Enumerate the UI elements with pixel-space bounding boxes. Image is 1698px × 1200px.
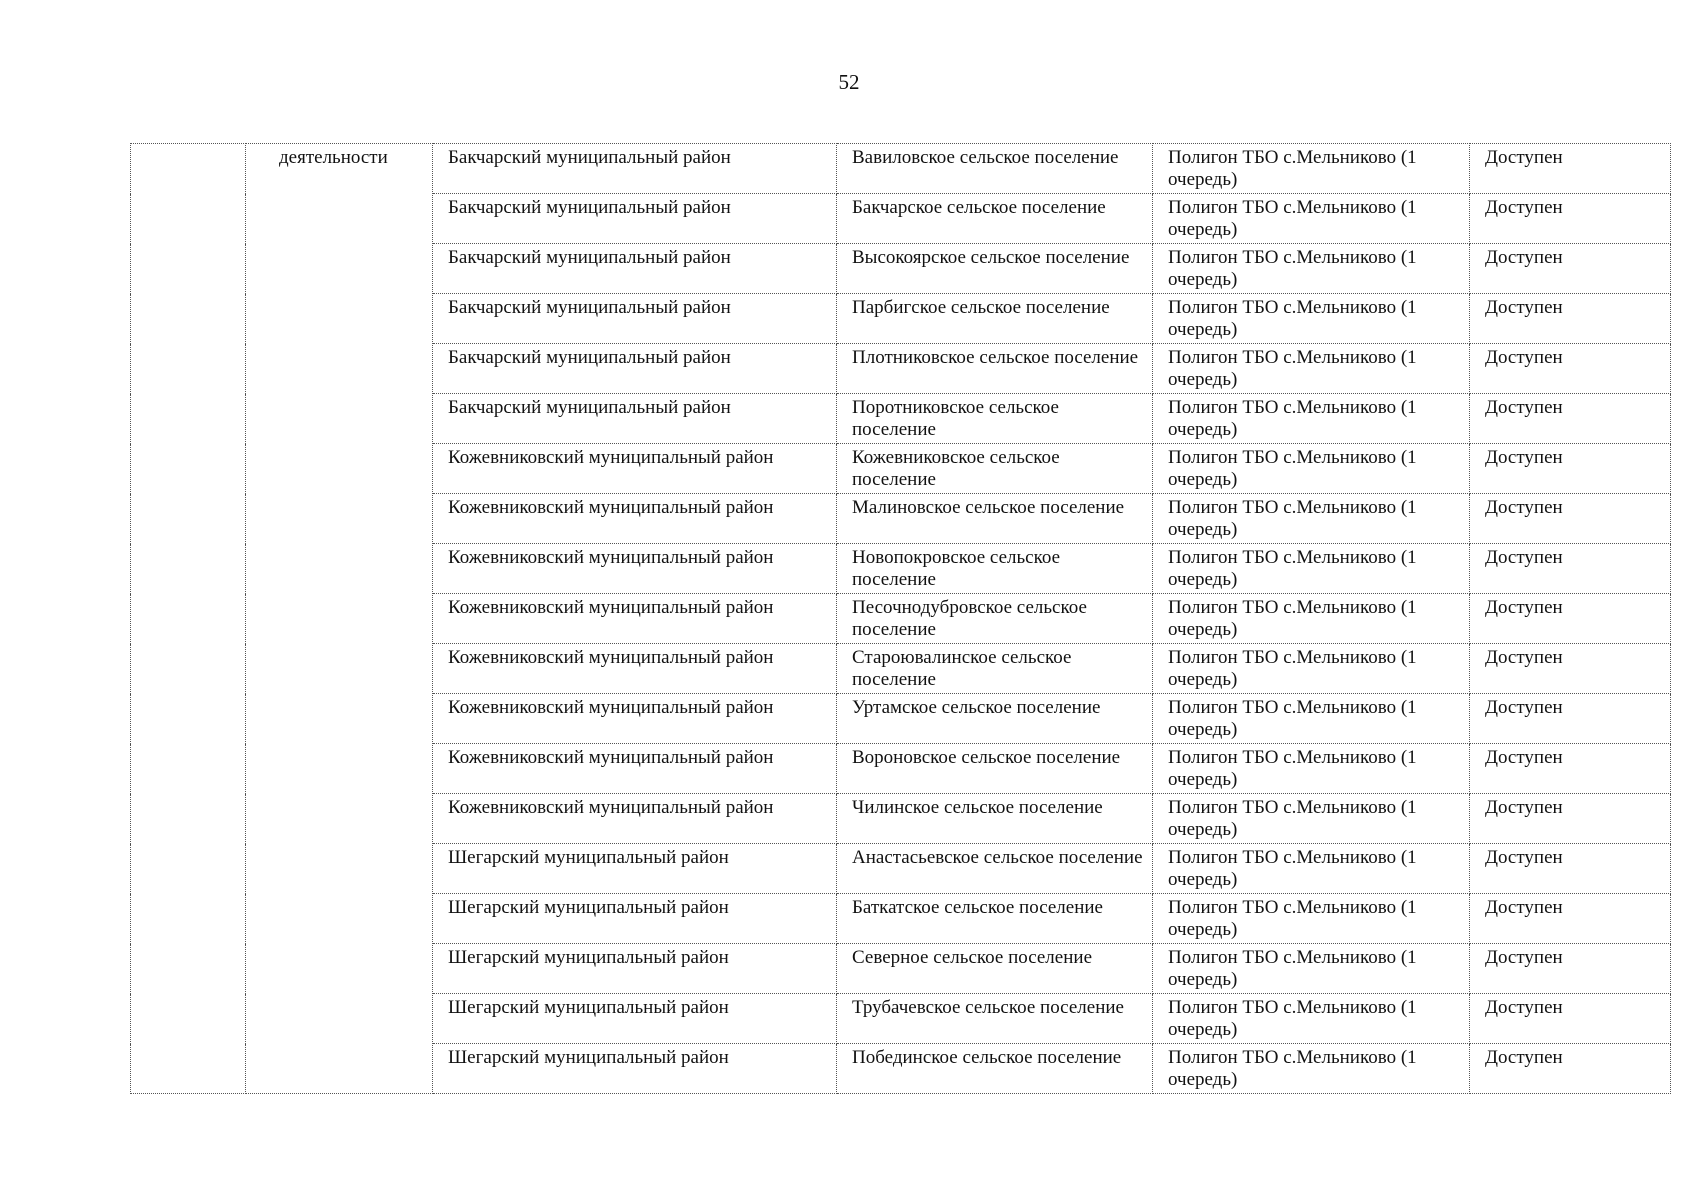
page-number: 52: [838, 70, 860, 94]
status-cell: Доступен: [1470, 994, 1671, 1044]
settlement-cell: Вороновское сельское поселение: [837, 744, 1153, 794]
district-cell: Кожевниковский муниципальный район: [433, 794, 837, 844]
district-cell: Шегарский муниципальный район: [433, 1044, 837, 1094]
table-body: [131, 144, 1671, 1094]
table-row: [131, 144, 1671, 194]
settlement-cell: Плотниковское сельское поселение: [837, 344, 1153, 394]
facility-cell: Полигон ТБО с.Мельниково (1 очередь): [1153, 544, 1470, 594]
settlement-cell: Поротниковское сельское поселение: [837, 394, 1153, 444]
settlement-cell: Северное сельское поселение: [837, 944, 1153, 994]
facility-cell: Полигон ТБО с.Мельниково (1 очередь): [1153, 644, 1470, 694]
settlement-cell: Бакчарское сельское поселение: [837, 194, 1153, 244]
district-cell: Бакчарский муниципальный район: [433, 394, 837, 444]
settlement-cell: Побединское сельское поселение: [837, 1044, 1153, 1094]
settlement-cell: Новопокровское сельское поселение: [837, 544, 1153, 594]
facility-cell: Полигон ТБО с.Мельниково (1 очередь): [1153, 144, 1470, 194]
facility-cell: Полигон ТБО с.Мельниково (1 очередь): [1153, 794, 1470, 844]
status-cell: Доступен: [1470, 244, 1671, 294]
district-cell: Шегарский муниципальный район: [433, 844, 837, 894]
status-cell: Доступен: [1470, 644, 1671, 694]
settlement-cell: Чилинское сельское поселение: [837, 794, 1153, 844]
settlement-cell: Баткатское сельское поселение: [837, 894, 1153, 944]
district-cell: Кожевниковский муниципальный район: [433, 594, 837, 644]
status-cell: Доступен: [1470, 344, 1671, 394]
district-cell: Кожевниковский муниципальный район: [433, 444, 837, 494]
status-cell: Доступен: [1470, 294, 1671, 344]
facility-cell: Полигон ТБО с.Мельниково (1 очередь): [1153, 1044, 1470, 1094]
district-cell: Бакчарский муниципальный район: [433, 144, 837, 194]
status-cell: Доступен: [1470, 494, 1671, 544]
status-cell: Доступен: [1470, 1044, 1671, 1094]
status-cell: Доступен: [1470, 794, 1671, 844]
status-cell: Доступен: [1470, 894, 1671, 944]
facility-cell: Полигон ТБО с.Мельниково (1 очередь): [1153, 594, 1470, 644]
status-cell: Доступен: [1470, 544, 1671, 594]
status-cell: Доступен: [1470, 194, 1671, 244]
district-cell: Кожевниковский муниципальный район: [433, 694, 837, 744]
settlement-cell: Староювалинское сельское поселение: [837, 644, 1153, 694]
status-cell: Доступен: [1470, 844, 1671, 894]
facility-cell: Полигон ТБО с.Мельниково (1 очередь): [1153, 444, 1470, 494]
facility-cell: Полигон ТБО с.Мельниково (1 очередь): [1153, 194, 1470, 244]
district-cell: Кожевниковский муниципальный район: [433, 644, 837, 694]
settlement-cell: Вавиловское сельское поселение: [837, 144, 1153, 194]
facility-cell: Полигон ТБО с.Мельниково (1 очередь): [1153, 894, 1470, 944]
district-cell: Бакчарский муниципальный район: [433, 344, 837, 394]
district-cell: Кожевниковский муниципальный район: [433, 744, 837, 794]
status-cell: Доступен: [1470, 744, 1671, 794]
district-cell: Бакчарский муниципальный район: [433, 294, 837, 344]
status-cell: Доступен: [1470, 144, 1671, 194]
district-cell: Бакчарский муниципальный район: [433, 194, 837, 244]
facility-cell: Полигон ТБО с.Мельниково (1 очередь): [1153, 744, 1470, 794]
status-cell: Доступен: [1470, 594, 1671, 644]
settlement-cell: Песочнодубровское сельское поселение: [837, 594, 1153, 644]
facility-cell: Полигон ТБО с.Мельниково (1 очередь): [1153, 994, 1470, 1044]
settlement-cell: Высокоярское сельское поселение: [837, 244, 1153, 294]
status-cell: Доступен: [1470, 394, 1671, 444]
facility-cell: Полигон ТБО с.Мельниково (1 очередь): [1153, 344, 1470, 394]
merged-empty-cell: [131, 144, 246, 1094]
settlement-cell: Уртамское сельское поселение: [837, 694, 1153, 744]
status-cell: Доступен: [1470, 694, 1671, 744]
district-cell: Шегарский муниципальный район: [433, 894, 837, 944]
settlement-cell: Малиновское сельское поселение: [837, 494, 1153, 544]
facility-cell: Полигон ТБО с.Мельниково (1 очередь): [1153, 494, 1470, 544]
status-cell: Доступен: [1470, 444, 1671, 494]
waste-facility-table: [130, 143, 1671, 1094]
settlement-cell: Кожевниковское сельское поселение: [837, 444, 1153, 494]
status-cell: Доступен: [1470, 944, 1671, 994]
activity-cell: деятельности: [246, 144, 433, 1094]
facility-cell: Полигон ТБО с.Мельниково (1 очередь): [1153, 244, 1470, 294]
district-cell: Кожевниковский муниципальный район: [433, 544, 837, 594]
settlement-cell: Анастасьевское сельское поселение: [837, 844, 1153, 894]
facility-cell: Полигон ТБО с.Мельниково (1 очередь): [1153, 394, 1470, 444]
facility-cell: Полигон ТБО с.Мельниково (1 очередь): [1153, 294, 1470, 344]
facility-cell: Полигон ТБО с.Мельниково (1 очередь): [1153, 844, 1470, 894]
district-cell: Шегарский муниципальный район: [433, 944, 837, 994]
facility-cell: Полигон ТБО с.Мельниково (1 очередь): [1153, 694, 1470, 744]
facility-cell: Полигон ТБО с.Мельниково (1 очередь): [1153, 944, 1470, 994]
settlement-cell: Трубачевское сельское поселение: [837, 994, 1153, 1044]
district-cell: Шегарский муниципальный район: [433, 994, 837, 1044]
district-cell: Бакчарский муниципальный район: [433, 244, 837, 294]
settlement-cell: Парбигское сельское поселение: [837, 294, 1153, 344]
district-cell: Кожевниковский муниципальный район: [433, 494, 837, 544]
